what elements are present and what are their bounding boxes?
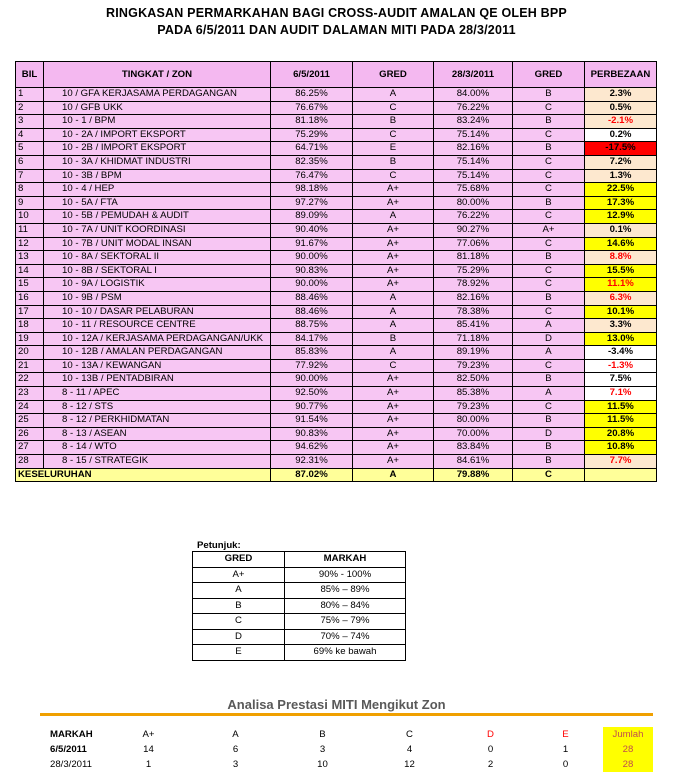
row-markah-1: 88.75%: [271, 319, 353, 333]
row-markah-2: 85.38%: [434, 387, 513, 401]
row-markah-1: 84.17%: [271, 332, 353, 346]
row-gred-2: C: [513, 264, 585, 278]
row-gred-1: B: [353, 155, 434, 169]
row-gred-2: C: [513, 278, 585, 292]
row-gred-2: D: [513, 332, 585, 346]
row-markah-1: 90.83%: [271, 427, 353, 441]
header-gred2: GRED: [513, 62, 585, 88]
table-row: [16, 387, 657, 401]
row-gred-1: A+: [353, 196, 434, 210]
row-zon: 10 - 4 / HEP: [44, 183, 271, 197]
row-gred-2: C: [513, 210, 585, 224]
legend-row: [193, 614, 406, 630]
row-bil: 21: [16, 359, 44, 373]
row-markah-1: 64.71%: [271, 142, 353, 156]
row-markah-1: 90.40%: [271, 223, 353, 237]
row-gred-1: A+: [353, 223, 434, 237]
row-markah-1: 94.62%: [271, 441, 353, 455]
summary-row-label: 28/3/2011: [50, 759, 92, 770]
row-markah-2: 79.23%: [434, 400, 513, 414]
row-markah-2: 76.22%: [434, 101, 513, 115]
row-perbezaan: 8.8%: [585, 251, 657, 265]
row-gred-2: C: [513, 305, 585, 319]
legend-gred: C: [193, 614, 285, 630]
row-zon: 10 - 12A / KERJASAMA PERDAGANGAN/UKK: [44, 332, 271, 346]
total-g1: A: [353, 468, 434, 482]
table-row: [16, 155, 657, 169]
summary-header-cell: B: [319, 729, 326, 740]
row-markah-1: 76.67%: [271, 101, 353, 115]
table-row: [16, 183, 657, 197]
row-gred-2: B: [513, 455, 585, 469]
legend-header-markah: MARKAH: [285, 552, 406, 568]
table-row: [16, 305, 657, 319]
row-markah-2: 78.92%: [434, 278, 513, 292]
row-gred-1: B: [353, 115, 434, 129]
row-bil: 17: [16, 305, 44, 319]
row-gred-1: A+: [353, 441, 434, 455]
row-bil: 6: [16, 155, 44, 169]
summary-cell: 0: [562, 759, 569, 770]
row-zon: 10 - 8A / SEKTORAL II: [44, 251, 271, 265]
table-row: [16, 251, 657, 265]
row-perbezaan: 0.2%: [585, 128, 657, 142]
row-perbezaan: 1.3%: [585, 169, 657, 183]
table-row: [16, 101, 657, 115]
total-m2: 79.88%: [434, 468, 513, 482]
row-perbezaan: -3.4%: [585, 346, 657, 360]
row-gred-1: A: [353, 305, 434, 319]
row-gred-1: A+: [353, 264, 434, 278]
analysis-divider: [40, 713, 653, 716]
summary-cell: 14: [143, 744, 154, 755]
summary-row-label: 6/5/2011: [50, 744, 87, 755]
table-row: [16, 88, 657, 102]
row-bil: 13: [16, 251, 44, 265]
row-markah-2: 75.14%: [434, 155, 513, 169]
table-row: [16, 359, 657, 373]
row-markah-1: 76.47%: [271, 169, 353, 183]
row-gred-2: B: [513, 441, 585, 455]
row-bil: 5: [16, 142, 44, 156]
row-markah-2: 75.14%: [434, 128, 513, 142]
row-markah-2: 70.00%: [434, 427, 513, 441]
row-bil: 12: [16, 237, 44, 251]
summary-header-cell: C: [406, 729, 413, 740]
row-markah-2: 78.38%: [434, 305, 513, 319]
row-zon: 8 - 11 / APEC: [44, 387, 271, 401]
total-label: KESELURUHAN: [16, 468, 271, 482]
row-gred-2: A+: [513, 223, 585, 237]
row-zon: 10 - 13B / PENTADBIRAN: [44, 373, 271, 387]
row-bil: 20: [16, 346, 44, 360]
row-markah-2: 76.22%: [434, 210, 513, 224]
row-gred-2: B: [513, 88, 585, 102]
legend-row: [193, 598, 406, 614]
row-bil: 3: [16, 115, 44, 129]
row-zon: 8 - 15 / STRATEGIK: [44, 455, 271, 469]
legend-row: [193, 567, 406, 583]
row-markah-1: 90.83%: [271, 264, 353, 278]
legend-gred: B: [193, 598, 285, 614]
row-markah-2: 82.50%: [434, 373, 513, 387]
report-title-line2: PADA 6/5/2011 DAN AUDIT DALAMAN MITI PADA 28/3/2011: [157, 23, 516, 37]
row-perbezaan: 7.5%: [585, 373, 657, 387]
table-row: [16, 346, 657, 360]
header-perbezaan: PERBEZAAN: [585, 62, 657, 88]
row-gred-1: C: [353, 169, 434, 183]
row-markah-1: 88.46%: [271, 305, 353, 319]
row-perbezaan: 0.5%: [585, 101, 657, 115]
row-markah-2: 82.16%: [434, 291, 513, 305]
legend-gred: A: [193, 583, 285, 599]
row-gred-1: C: [353, 128, 434, 142]
row-gred-2: B: [513, 196, 585, 210]
row-zon: 8 - 12 / STS: [44, 400, 271, 414]
row-gred-1: A+: [353, 373, 434, 387]
row-zon: 10 - 11 / RESOURCE CENTRE: [44, 319, 271, 333]
row-markah-1: 86.25%: [271, 88, 353, 102]
table-row: [16, 128, 657, 142]
row-perbezaan: 15.5%: [585, 264, 657, 278]
row-markah-2: 79.23%: [434, 359, 513, 373]
row-gred-2: C: [513, 359, 585, 373]
row-zon: 10 - 1 / BPM: [44, 115, 271, 129]
row-markah-2: 75.29%: [434, 264, 513, 278]
row-zon: 10 / GFB UKK: [44, 101, 271, 115]
row-bil: 24: [16, 400, 44, 414]
row-markah-1: 97.27%: [271, 196, 353, 210]
row-markah-2: 80.00%: [434, 414, 513, 428]
row-bil: 19: [16, 332, 44, 346]
row-markah-1: 77.92%: [271, 359, 353, 373]
row-markah-2: 71.18%: [434, 332, 513, 346]
row-perbezaan: 7.2%: [585, 155, 657, 169]
row-zon: 10 - 3B / BPM: [44, 169, 271, 183]
row-gred-2: C: [513, 155, 585, 169]
row-markah-1: 82.35%: [271, 155, 353, 169]
row-gred-1: E: [353, 142, 434, 156]
row-gred-1: C: [353, 101, 434, 115]
row-gred-1: A+: [353, 251, 434, 265]
row-markah-1: 85.83%: [271, 346, 353, 360]
row-perbezaan: 3.3%: [585, 319, 657, 333]
summary-header-cell: E: [562, 729, 569, 740]
legend-label: Petunjuk:: [197, 540, 241, 551]
summary-cell: 28: [603, 742, 653, 757]
summary-cell: 3: [232, 759, 239, 770]
summary-cell: 1: [145, 759, 152, 770]
legend-gred: A+: [193, 567, 285, 583]
row-gred-1: A+: [353, 183, 434, 197]
row-gred-1: A+: [353, 387, 434, 401]
summary-cell: 4: [406, 744, 413, 755]
row-markah-1: 98.18%: [271, 183, 353, 197]
analysis-summary-table: [40, 727, 653, 772]
legend-markah: 85% – 89%: [285, 583, 406, 599]
row-markah-2: 80.00%: [434, 196, 513, 210]
table-row: [16, 196, 657, 210]
legend-markah: 70% – 74%: [285, 629, 406, 645]
row-gred-2: D: [513, 427, 585, 441]
row-bil: 26: [16, 427, 44, 441]
row-zon: 10 - 10 / DASAR PELABURAN: [44, 305, 271, 319]
legend-markah: 80% – 84%: [285, 598, 406, 614]
row-gred-1: A: [353, 346, 434, 360]
table-row: [16, 264, 657, 278]
row-zon: 10 - 5B / PEMUDAH & AUDIT: [44, 210, 271, 224]
row-markah-1: 90.00%: [271, 373, 353, 387]
row-bil: 16: [16, 291, 44, 305]
table-header-row: [16, 62, 657, 88]
row-zon: 10 - 9A / LOGISTIK: [44, 278, 271, 292]
row-bil: 28: [16, 455, 44, 469]
row-perbezaan: 7.7%: [585, 455, 657, 469]
legend-row: [193, 629, 406, 645]
row-gred-2: B: [513, 142, 585, 156]
grade-legend-table: [192, 551, 406, 661]
row-bil: 15: [16, 278, 44, 292]
summary-cell: 0: [487, 744, 494, 755]
row-bil: 7: [16, 169, 44, 183]
summary-row: [40, 742, 653, 757]
analysis-title: Analisa Prestasi MITI Mengikut Zon: [227, 697, 446, 712]
summary-header-cell: A+: [142, 729, 155, 740]
row-zon: 10 - 7B / UNIT MODAL INSAN: [44, 237, 271, 251]
row-zon: 10 - 9B / PSM: [44, 291, 271, 305]
row-markah-1: 88.46%: [271, 291, 353, 305]
row-perbezaan: 11.5%: [585, 414, 657, 428]
legend-gred: E: [193, 645, 285, 661]
row-zon: 10 - 12B / AMALAN PERDAGANGAN: [44, 346, 271, 360]
row-bil: 25: [16, 414, 44, 428]
legend-markah: 75% – 79%: [285, 614, 406, 630]
table-row: [16, 332, 657, 346]
row-perbezaan: 17.3%: [585, 196, 657, 210]
row-markah-1: 81.18%: [271, 115, 353, 129]
row-perbezaan: 6.3%: [585, 291, 657, 305]
row-perbezaan: 10.1%: [585, 305, 657, 319]
row-gred-1: A+: [353, 400, 434, 414]
summary-cell: 1: [562, 744, 569, 755]
table-row: [16, 210, 657, 224]
row-markah-2: 84.00%: [434, 88, 513, 102]
total-g2: C: [513, 468, 585, 482]
row-markah-1: 75.29%: [271, 128, 353, 142]
row-perbezaan: 10.8%: [585, 441, 657, 455]
row-zon: 10 - 8B / SEKTORAL I: [44, 264, 271, 278]
row-markah-2: 83.84%: [434, 441, 513, 455]
summary-cell: 12: [404, 759, 415, 770]
row-perbezaan: 22.5%: [585, 183, 657, 197]
row-markah-1: 90.00%: [271, 251, 353, 265]
row-markah-2: 75.68%: [434, 183, 513, 197]
legend-markah: 90% - 100%: [285, 567, 406, 583]
legend-header-gred: GRED: [193, 552, 285, 568]
row-zon: 8 - 13 / ASEAN: [44, 427, 271, 441]
row-perbezaan: 13.0%: [585, 332, 657, 346]
row-markah-2: 81.18%: [434, 251, 513, 265]
row-markah-1: 91.54%: [271, 414, 353, 428]
row-bil: 4: [16, 128, 44, 142]
row-perbezaan: -17.5%: [585, 142, 657, 156]
row-markah-1: 90.00%: [271, 278, 353, 292]
row-zon: 8 - 14 / WTO: [44, 441, 271, 455]
row-gred-2: C: [513, 128, 585, 142]
row-gred-2: B: [513, 291, 585, 305]
row-markah-1: 90.77%: [271, 400, 353, 414]
row-zon: 10 - 3A / KHIDMAT INDUSTRI: [44, 155, 271, 169]
row-markah-2: 90.27%: [434, 223, 513, 237]
row-perbezaan: 2.3%: [585, 88, 657, 102]
row-bil: 14: [16, 264, 44, 278]
row-gred-1: A: [353, 88, 434, 102]
row-markah-2: 82.16%: [434, 142, 513, 156]
row-perbezaan: 14.6%: [585, 237, 657, 251]
table-row: [16, 223, 657, 237]
legend-markah: 69% ke bawah: [285, 645, 406, 661]
summary-header-cell: A: [232, 729, 239, 740]
row-bil: 23: [16, 387, 44, 401]
row-bil: 10: [16, 210, 44, 224]
row-gred-1: A+: [353, 455, 434, 469]
row-markah-1: 89.09%: [271, 210, 353, 224]
header-zon: TINGKAT / ZON: [44, 62, 271, 88]
row-zon: 8 - 12 / PERKHIDMATAN: [44, 414, 271, 428]
row-gred-2: B: [513, 115, 585, 129]
row-gred-2: C: [513, 400, 585, 414]
table-row: [16, 414, 657, 428]
table-row: [16, 142, 657, 156]
row-gred-1: B: [353, 332, 434, 346]
row-gred-1: C: [353, 359, 434, 373]
table-row: [16, 373, 657, 387]
table-row: [16, 169, 657, 183]
row-perbezaan: 7.1%: [585, 387, 657, 401]
table-row: [16, 427, 657, 441]
table-row: [16, 455, 657, 469]
row-bil: 8: [16, 183, 44, 197]
summary-cell: 3: [319, 744, 326, 755]
summary-cell: 10: [317, 759, 328, 770]
row-gred-1: A+: [353, 278, 434, 292]
total-diff: [585, 468, 657, 482]
row-markah-2: 84.61%: [434, 455, 513, 469]
row-perbezaan: 11.1%: [585, 278, 657, 292]
row-markah-1: 91.67%: [271, 237, 353, 251]
row-bil: 27: [16, 441, 44, 455]
table-row: [16, 319, 657, 333]
row-zon: 10 - 5A / FTA: [44, 196, 271, 210]
row-bil: 18: [16, 319, 44, 333]
table-row: [16, 400, 657, 414]
row-markah-2: 83.24%: [434, 115, 513, 129]
row-markah-2: 89.19%: [434, 346, 513, 360]
row-gred-1: A: [353, 291, 434, 305]
header-date1: 6/5/2011: [271, 62, 353, 88]
table-row: [16, 237, 657, 251]
row-gred-2: B: [513, 414, 585, 428]
row-gred-2: C: [513, 169, 585, 183]
row-gred-2: C: [513, 183, 585, 197]
legend-gred: D: [193, 629, 285, 645]
row-gred-2: C: [513, 101, 585, 115]
header-date2: 28/3/2011: [434, 62, 513, 88]
row-gred-1: A+: [353, 237, 434, 251]
row-gred-2: A: [513, 319, 585, 333]
summary-cell: 28: [603, 757, 653, 772]
summary-cell: 6: [232, 744, 239, 755]
summary-header-cell: Jumlah: [603, 727, 653, 742]
table-row: [16, 291, 657, 305]
row-gred-1: A: [353, 210, 434, 224]
row-markah-2: 77.06%: [434, 237, 513, 251]
total-m1: 87.02%: [271, 468, 353, 482]
header-bil: BIL: [16, 62, 44, 88]
table-row: [16, 278, 657, 292]
table-row: [16, 441, 657, 455]
row-gred-2: A: [513, 387, 585, 401]
audit-score-table: [15, 61, 657, 482]
summary-header-row: [40, 727, 653, 742]
row-bil: 22: [16, 373, 44, 387]
legend-row: [193, 583, 406, 599]
row-markah-1: 92.50%: [271, 387, 353, 401]
row-bil: 1: [16, 88, 44, 102]
row-markah-1: 92.31%: [271, 455, 353, 469]
row-zon: 10 / GFA KERJASAMA PERDAGANGAN: [44, 88, 271, 102]
row-perbezaan: 11.5%: [585, 400, 657, 414]
legend-header-row: [193, 552, 406, 568]
row-zon: 10 - 13A / KEWANGAN: [44, 359, 271, 373]
summary-header-cell: D: [487, 729, 494, 740]
row-perbezaan: -2.1%: [585, 115, 657, 129]
row-zon: 10 - 2A / IMPORT EKSPORT: [44, 128, 271, 142]
row-bil: 9: [16, 196, 44, 210]
row-bil: 2: [16, 101, 44, 115]
row-gred-2: A: [513, 346, 585, 360]
row-markah-2: 85.41%: [434, 319, 513, 333]
row-perbezaan: -1.3%: [585, 359, 657, 373]
row-zon: 10 - 2B / IMPORT EKSPORT: [44, 142, 271, 156]
row-zon: 10 - 7A / UNIT KOORDINASI: [44, 223, 271, 237]
row-gred-1: A+: [353, 414, 434, 428]
row-gred-2: B: [513, 373, 585, 387]
report-title-line1: RINGKASAN PERMARKAHAN BAGI CROSS-AUDIT AMALAN QE OLEH BPP: [106, 6, 567, 20]
row-gred-2: C: [513, 237, 585, 251]
header-gred1: GRED: [353, 62, 434, 88]
row-gred-2: B: [513, 251, 585, 265]
row-markah-2: 75.14%: [434, 169, 513, 183]
total-row: [16, 468, 657, 482]
summary-cell: 2: [487, 759, 494, 770]
table-row: [16, 115, 657, 129]
legend-row: [193, 645, 406, 661]
summary-row: [40, 757, 653, 772]
row-perbezaan: 20.8%: [585, 427, 657, 441]
summary-header-cell: MARKAH: [50, 729, 93, 740]
row-perbezaan: 0.1%: [585, 223, 657, 237]
row-gred-1: A: [353, 319, 434, 333]
row-gred-1: A+: [353, 427, 434, 441]
row-bil: 11: [16, 223, 44, 237]
row-perbezaan: 12.9%: [585, 210, 657, 224]
